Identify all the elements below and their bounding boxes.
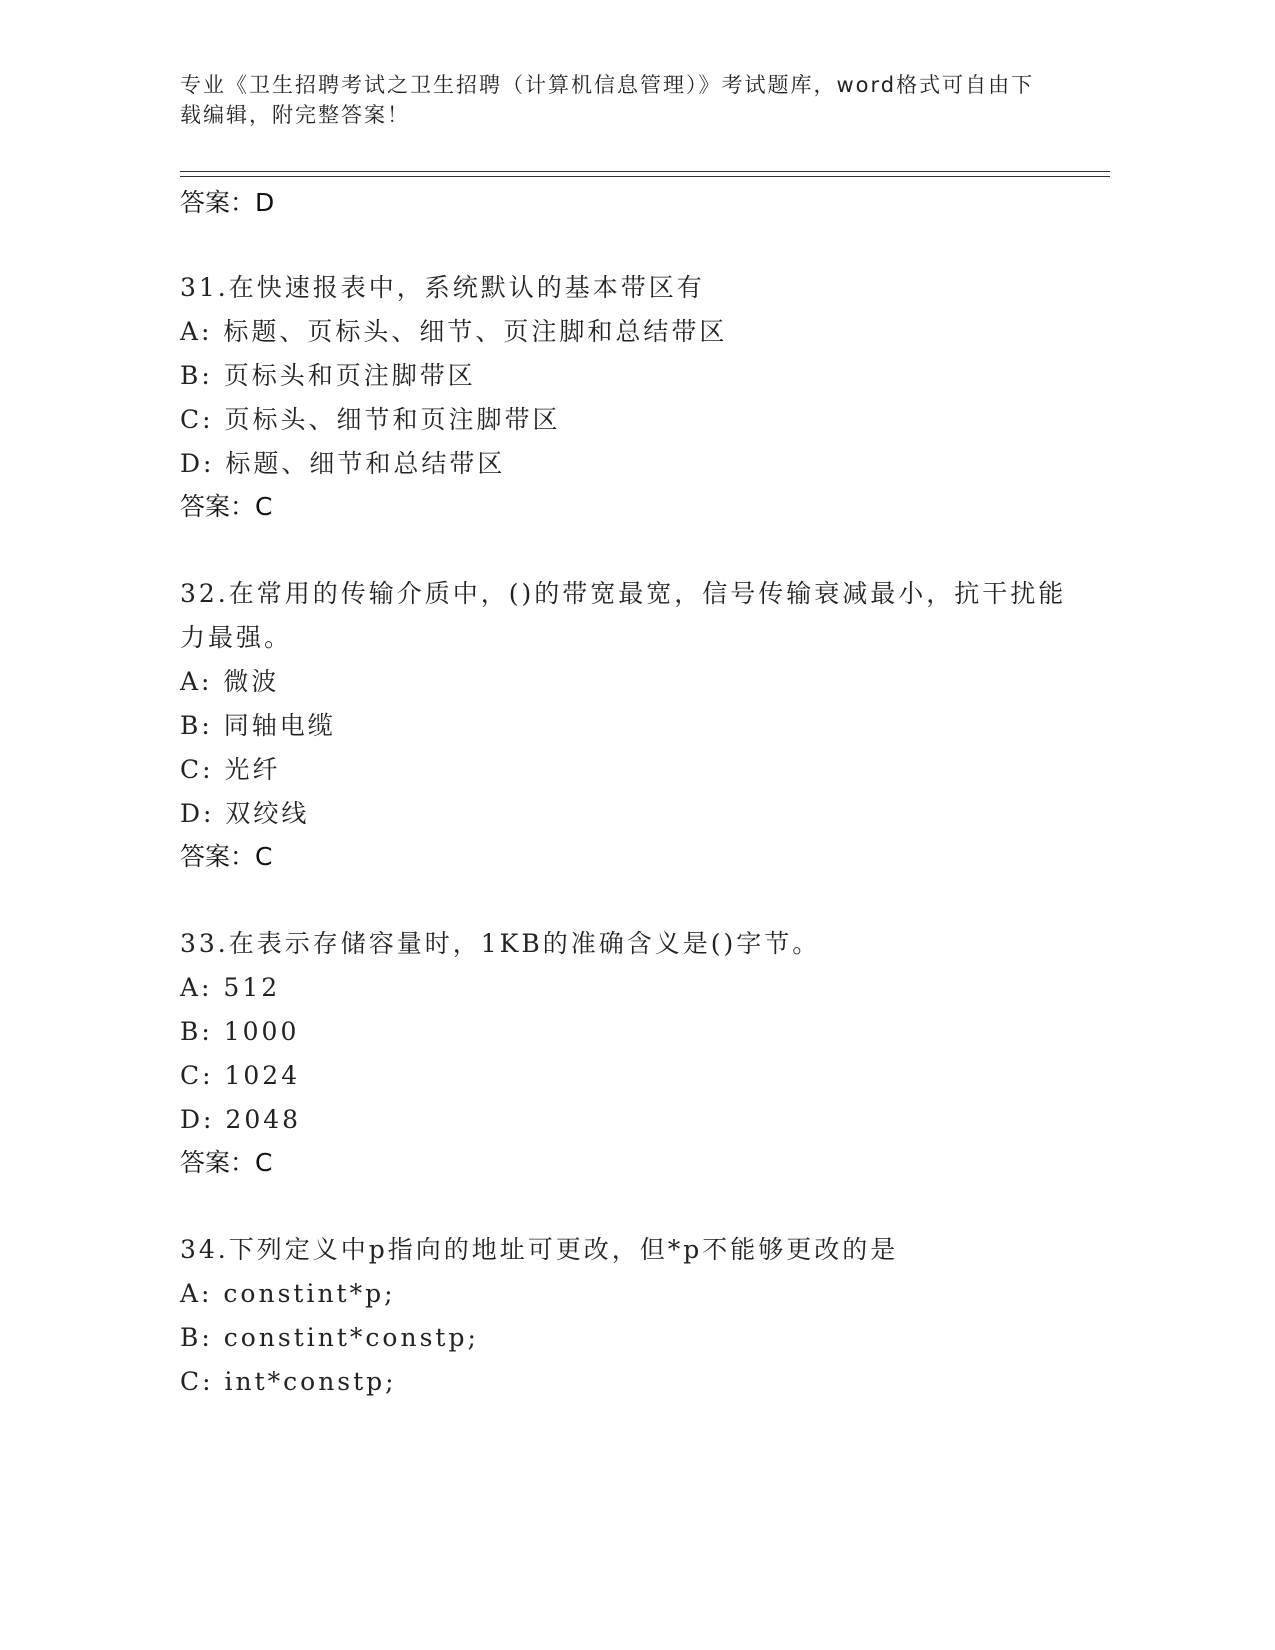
header-text: 专业《卫生招聘考试之卫生招聘（计算机信息管理）》考试题库，word格式可自由下载编辑，附完整答案！ bbox=[180, 73, 1035, 127]
question-stem: 32.在常用的传输介质中，()的带宽最宽，信号传输衰减最小，抗干扰能力最强。 bbox=[180, 579, 1067, 652]
option-d: D: 2048 bbox=[180, 1105, 302, 1134]
option-c: C: 页标头、细节和页注脚带区 bbox=[180, 405, 561, 434]
option-a: A: 标题、页标头、细节、页注脚和总结带区 bbox=[180, 317, 728, 346]
question-answer: 答案：C bbox=[180, 1148, 273, 1177]
question-stem: 31.在快速报表中，系统默认的基本带区有 bbox=[180, 273, 705, 302]
question-stem: 34.下列定义中p指向的地址可更改，但*p不能够更改的是 bbox=[180, 1235, 899, 1264]
header-rule-bottom bbox=[180, 176, 1110, 177]
previous-answer: 答案：D bbox=[180, 188, 275, 217]
option-b: B: 1000 bbox=[180, 1017, 300, 1046]
option-c: C: 1024 bbox=[180, 1061, 301, 1090]
question-33 bbox=[180, 922, 1080, 1184]
option-d: D: 标题、细节和总结带区 bbox=[180, 449, 506, 478]
question-34 bbox=[180, 1228, 1080, 1404]
question-32 bbox=[180, 572, 1080, 878]
option-a: A: 512 bbox=[180, 973, 281, 1002]
question-list bbox=[180, 182, 1080, 1404]
question-answer: 答案：C bbox=[180, 842, 273, 871]
header-rule-top bbox=[180, 171, 1110, 172]
option-b: B: 页标头和页注脚带区 bbox=[180, 361, 476, 390]
option-d: D: 双绞线 bbox=[180, 799, 310, 828]
option-b: B: constint*constp; bbox=[180, 1323, 479, 1352]
option-c: C: int*constp; bbox=[180, 1367, 397, 1396]
option-c: C: 光纤 bbox=[180, 755, 281, 784]
option-a: A: constint*p; bbox=[180, 1279, 396, 1308]
option-a: A: 微波 bbox=[180, 667, 280, 696]
question-31 bbox=[180, 266, 1080, 528]
option-b: B: 同轴电缆 bbox=[180, 711, 336, 740]
document-header bbox=[180, 70, 1040, 130]
question-answer: 答案：C bbox=[180, 492, 273, 521]
question-stem: 33.在表示存储容量时，1KB的准确含义是()字节。 bbox=[180, 929, 821, 958]
